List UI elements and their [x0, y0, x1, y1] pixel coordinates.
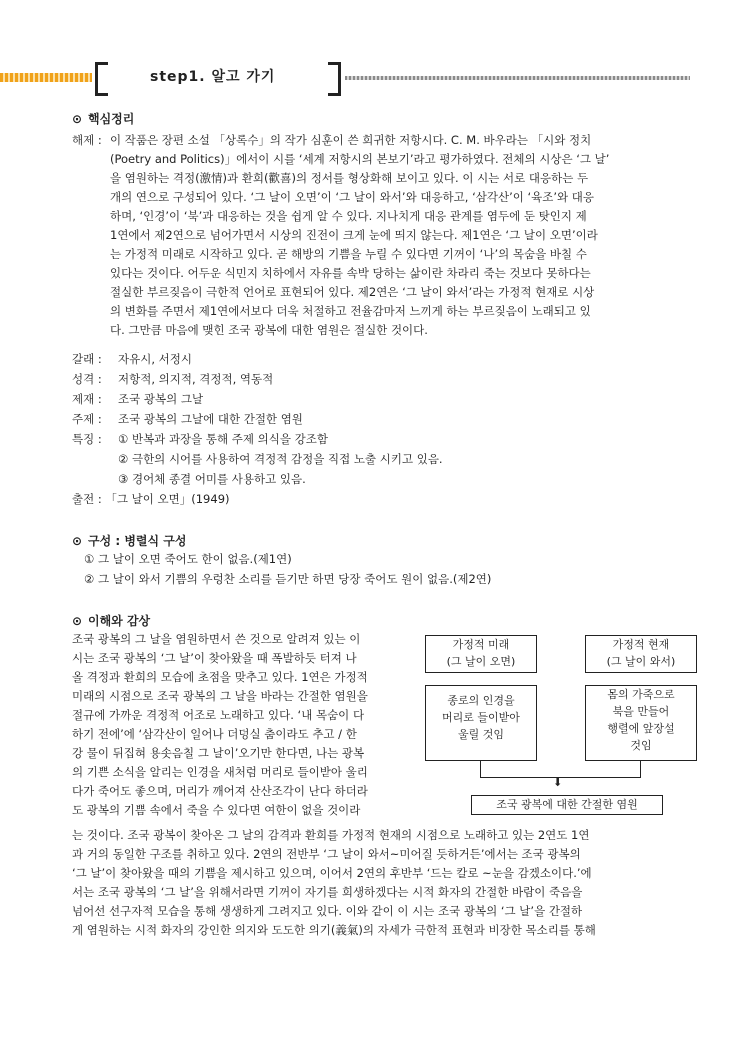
box-line: 북을 만들어 [612, 705, 670, 718]
appreciation-line: 강 물이 뒤집혀 용솟음칠 그 날이’오기만 한다면, 나는 광복 [72, 746, 365, 760]
haeje-text [110, 131, 668, 340]
theme-row [72, 410, 303, 429]
source-row: 출전 : 「그 날이 오면」(1949) [72, 492, 230, 506]
header-bracket-right [328, 62, 341, 96]
haeje-line: 이 작품은 장편 소설 「상록수」의 작가 심훈이 쓴 희귀한 저항시다. C. M. 바우라는 「시와 정치 [110, 133, 592, 147]
header-rule [345, 76, 690, 80]
connector-line [640, 761, 641, 777]
present-title-box [585, 635, 697, 673]
haeje-line: 의 변화를 주면서 제1연에서보다 더욱 처절하고 전율감마저 느끼게 하는 부르짖음이 노래되고 있 [110, 304, 591, 318]
box-line: 머리로 들이받아 [442, 711, 520, 724]
bullet-icon: ⊙ [72, 112, 83, 126]
structure-item: ① 그 날이 오면 죽어도 한이 없음.(제1연) [84, 552, 292, 566]
summary-heading [72, 110, 134, 127]
row-key: 특징 : [72, 432, 102, 446]
haeje-line: 절실한 부르짖음이 극한적 언어로 표현되어 있다. 제2연은 ‘그 날이 와서’라는 가정적 현재로 시상 [110, 285, 595, 299]
row-key: 성격 : [72, 372, 102, 386]
haeje-label-text: 해제 : [72, 133, 102, 147]
feature-row [72, 430, 328, 449]
appreciation-line: 미래의 시점으로 조국 광복의 그 날을 바라는 간절한 염원을 [72, 689, 368, 703]
appreciation-line: 게 염원하는 시적 화자의 강인한 의지와 도도한 의기(義氣)의 자세가 극한적 표현과 비장한 목소리를 통해 [72, 923, 596, 937]
appreciation-line: 과 거의 동일한 구조를 취하고 있다. 2연의 전반부 ‘그 날이 와서~미어질 듯하거든’에서는 조국 광복의 [72, 847, 581, 861]
structure-title: 구성 : 병렬식 구성 [88, 534, 187, 548]
header-bracket-left [95, 62, 108, 96]
haeje-line: 는 가정적 미래로 시작하고 있다. 곧 해방의 기쁨을 누릴 수 있다면 기꺼이 ‘나’의 목숨을 바칠 수 [110, 247, 587, 261]
haeje-line: 다. 그만큼 마음에 맺힌 조국 광복에 대한 염원은 절실한 것이다. [110, 323, 428, 337]
row-key: 제재 : [72, 392, 102, 406]
arrow-down-icon: ⬇ [553, 776, 563, 789]
box-subtitle: (그 날이 와서) [606, 655, 676, 668]
appreciation-text-wide [72, 826, 668, 940]
box-title: 가정적 미래 [452, 638, 510, 651]
box-title: 가정적 현재 [612, 638, 670, 651]
section-header [0, 62, 740, 96]
haeje-line: 을 염원하는 격정(激情)과 환희(歡喜)의 정서를 형상화해 보이고 있다. 이 시는 서로 대응하는 두 [110, 171, 589, 185]
header-accent-bar [0, 73, 92, 82]
box-subtitle: (그 날이 오면) [446, 655, 516, 668]
box-line: 몸의 가죽으로 [607, 688, 675, 701]
haeje-line: (Poetry and Politics)」에서이 시를 ‘세계 저항시의 본보기’라고 평가하였다. 전체의 시상은 ‘그 날’ [110, 152, 610, 166]
appreciation-line: ‘그 날’이 찾아왔을 때의 기쁨을 제시하고 있으며, 이어서 2연의 후반부 ‘드는 칼로 ~눈을 감겠소이다.’에 [72, 866, 592, 880]
page-title: step1. 알고 가기 [150, 69, 276, 85]
conclusion-box [471, 795, 663, 815]
structure-item: ② 그 날이 와서 기쁨의 우렁찬 소리를 듣기만 하면 당장 죽어도 원이 없음.(제2연) [84, 572, 492, 586]
appreciation-text-narrow [72, 630, 414, 820]
connector-line [480, 761, 481, 777]
character-row [72, 370, 273, 389]
bullet-icon: ⊙ [72, 534, 83, 548]
appreciation-line: 시는 조국 광복의 ‘그 날’이 찾아왔을 때 폭발하듯 터져 나 [72, 651, 357, 665]
appreciation-line: 올 격정과 환희의 모습에 초점을 맞추고 있다. 1연은 가정적 [72, 670, 368, 684]
haeje-line: 1연에서 제2연으로 넘어가면서 시상의 진전이 크게 눈에 띄지 않는다. 제1연은 ‘그 날이 오면’이라 [110, 228, 598, 242]
row-value: ① 반복과 과장을 통해 주제 의식을 강조함 [118, 432, 328, 446]
appreciation-heading [72, 612, 150, 629]
haeje-line: 하며, ‘인경’이 ‘북’과 대응하는 것을 쉽게 알 수 있다. 지나치게 대응 관계를 염두에 둔 탓인지 제 [110, 209, 587, 223]
box-line: 종로의 인경을 [447, 694, 515, 707]
genre-row [72, 350, 192, 369]
appreciation-title: 이해와 감상 [88, 614, 151, 628]
row-value: 저항적, 의지적, 격정적, 역동적 [118, 372, 274, 386]
material-row [72, 390, 203, 409]
appreciation-line: 다가 죽어도 좋으며, 머리가 깨어져 산산조각이 난다 하더라 [72, 784, 368, 798]
box-line: 행렬에 앞장설 [607, 722, 675, 735]
appreciation-line: 넘어선 선구자적 모습을 통해 생생하게 그려지고 있다. 이와 같이 이 시는 조국 광복의 ‘그 날’을 간절하 [72, 904, 583, 918]
appreciation-line: 도 광복의 기쁨 속에서 죽을 수 있다면 여한이 없을 것이라 [72, 803, 361, 817]
conclusion-text: 조국 광복에 대한 간절한 염원 [496, 798, 638, 811]
row-key: 주제 : [72, 412, 102, 426]
box-line: 것임 [630, 739, 652, 752]
structure-diagram [425, 635, 705, 820]
feature-item: ② 극한의 시어를 사용하여 격정적 감정을 직접 노출 시키고 있음. [118, 452, 443, 466]
future-title-box [425, 635, 537, 673]
row-value: 자유시, 서정시 [118, 352, 192, 366]
haeje-line: 개의 연으로 구성되어 있다. ‘그 날이 오면’이 ‘그 날이 와서’와 대응하고, ‘삼각산’이 ‘육조’와 대응 [110, 190, 594, 204]
appreciation-line: 는 것이다. 조국 광복이 찾아온 그 날의 감격과 환희를 가정적 현재의 시점으로 노래하고 있는 2연도 1연 [72, 828, 590, 842]
row-value: 조국 광복의 그날에 대한 간절한 염원 [118, 412, 303, 426]
appreciation-line: 서는 조국 광복의 ‘그 날’을 위해서라면 기꺼이 자기를 희생하겠다는 시적 화자의 간절한 바람이 죽음을 [72, 885, 583, 899]
appreciation-line: 의 기쁜 소식을 알리는 인경을 새처럼 머리로 들이받아 울리 [72, 765, 368, 779]
feature-item: ③ 경어체 종결 어미를 사용하고 있음. [118, 472, 306, 486]
box-line: 울릴 것임 [457, 728, 504, 741]
row-value: 조국 광복의 그날 [118, 392, 204, 406]
appreciation-line: 하기 전에’에 ‘삼각산이 일어나 더덩실 춤이라도 추고 / 한 [72, 727, 357, 741]
appreciation-line: 절규에 가까운 격정적 어조로 노래하고 있다. ‘내 목숨이 다 [72, 708, 365, 722]
row-key: 갈래 : [72, 352, 102, 366]
summary-title: 핵심정리 [88, 112, 135, 126]
appreciation-line: 조국 광복의 그 날을 염원하면서 쓴 것으로 알려져 있는 이 [72, 632, 361, 646]
structure-heading [72, 532, 186, 549]
bullet-icon: ⊙ [72, 614, 83, 628]
future-body-box [425, 685, 537, 761]
present-body-box [585, 685, 697, 761]
haeje-label [72, 131, 102, 150]
haeje-line: 있다는 것이다. 어두운 식민지 치하에서 자유를 속박 당하는 삶이란 차라리 죽는 것보다 못하다는 [110, 266, 591, 280]
